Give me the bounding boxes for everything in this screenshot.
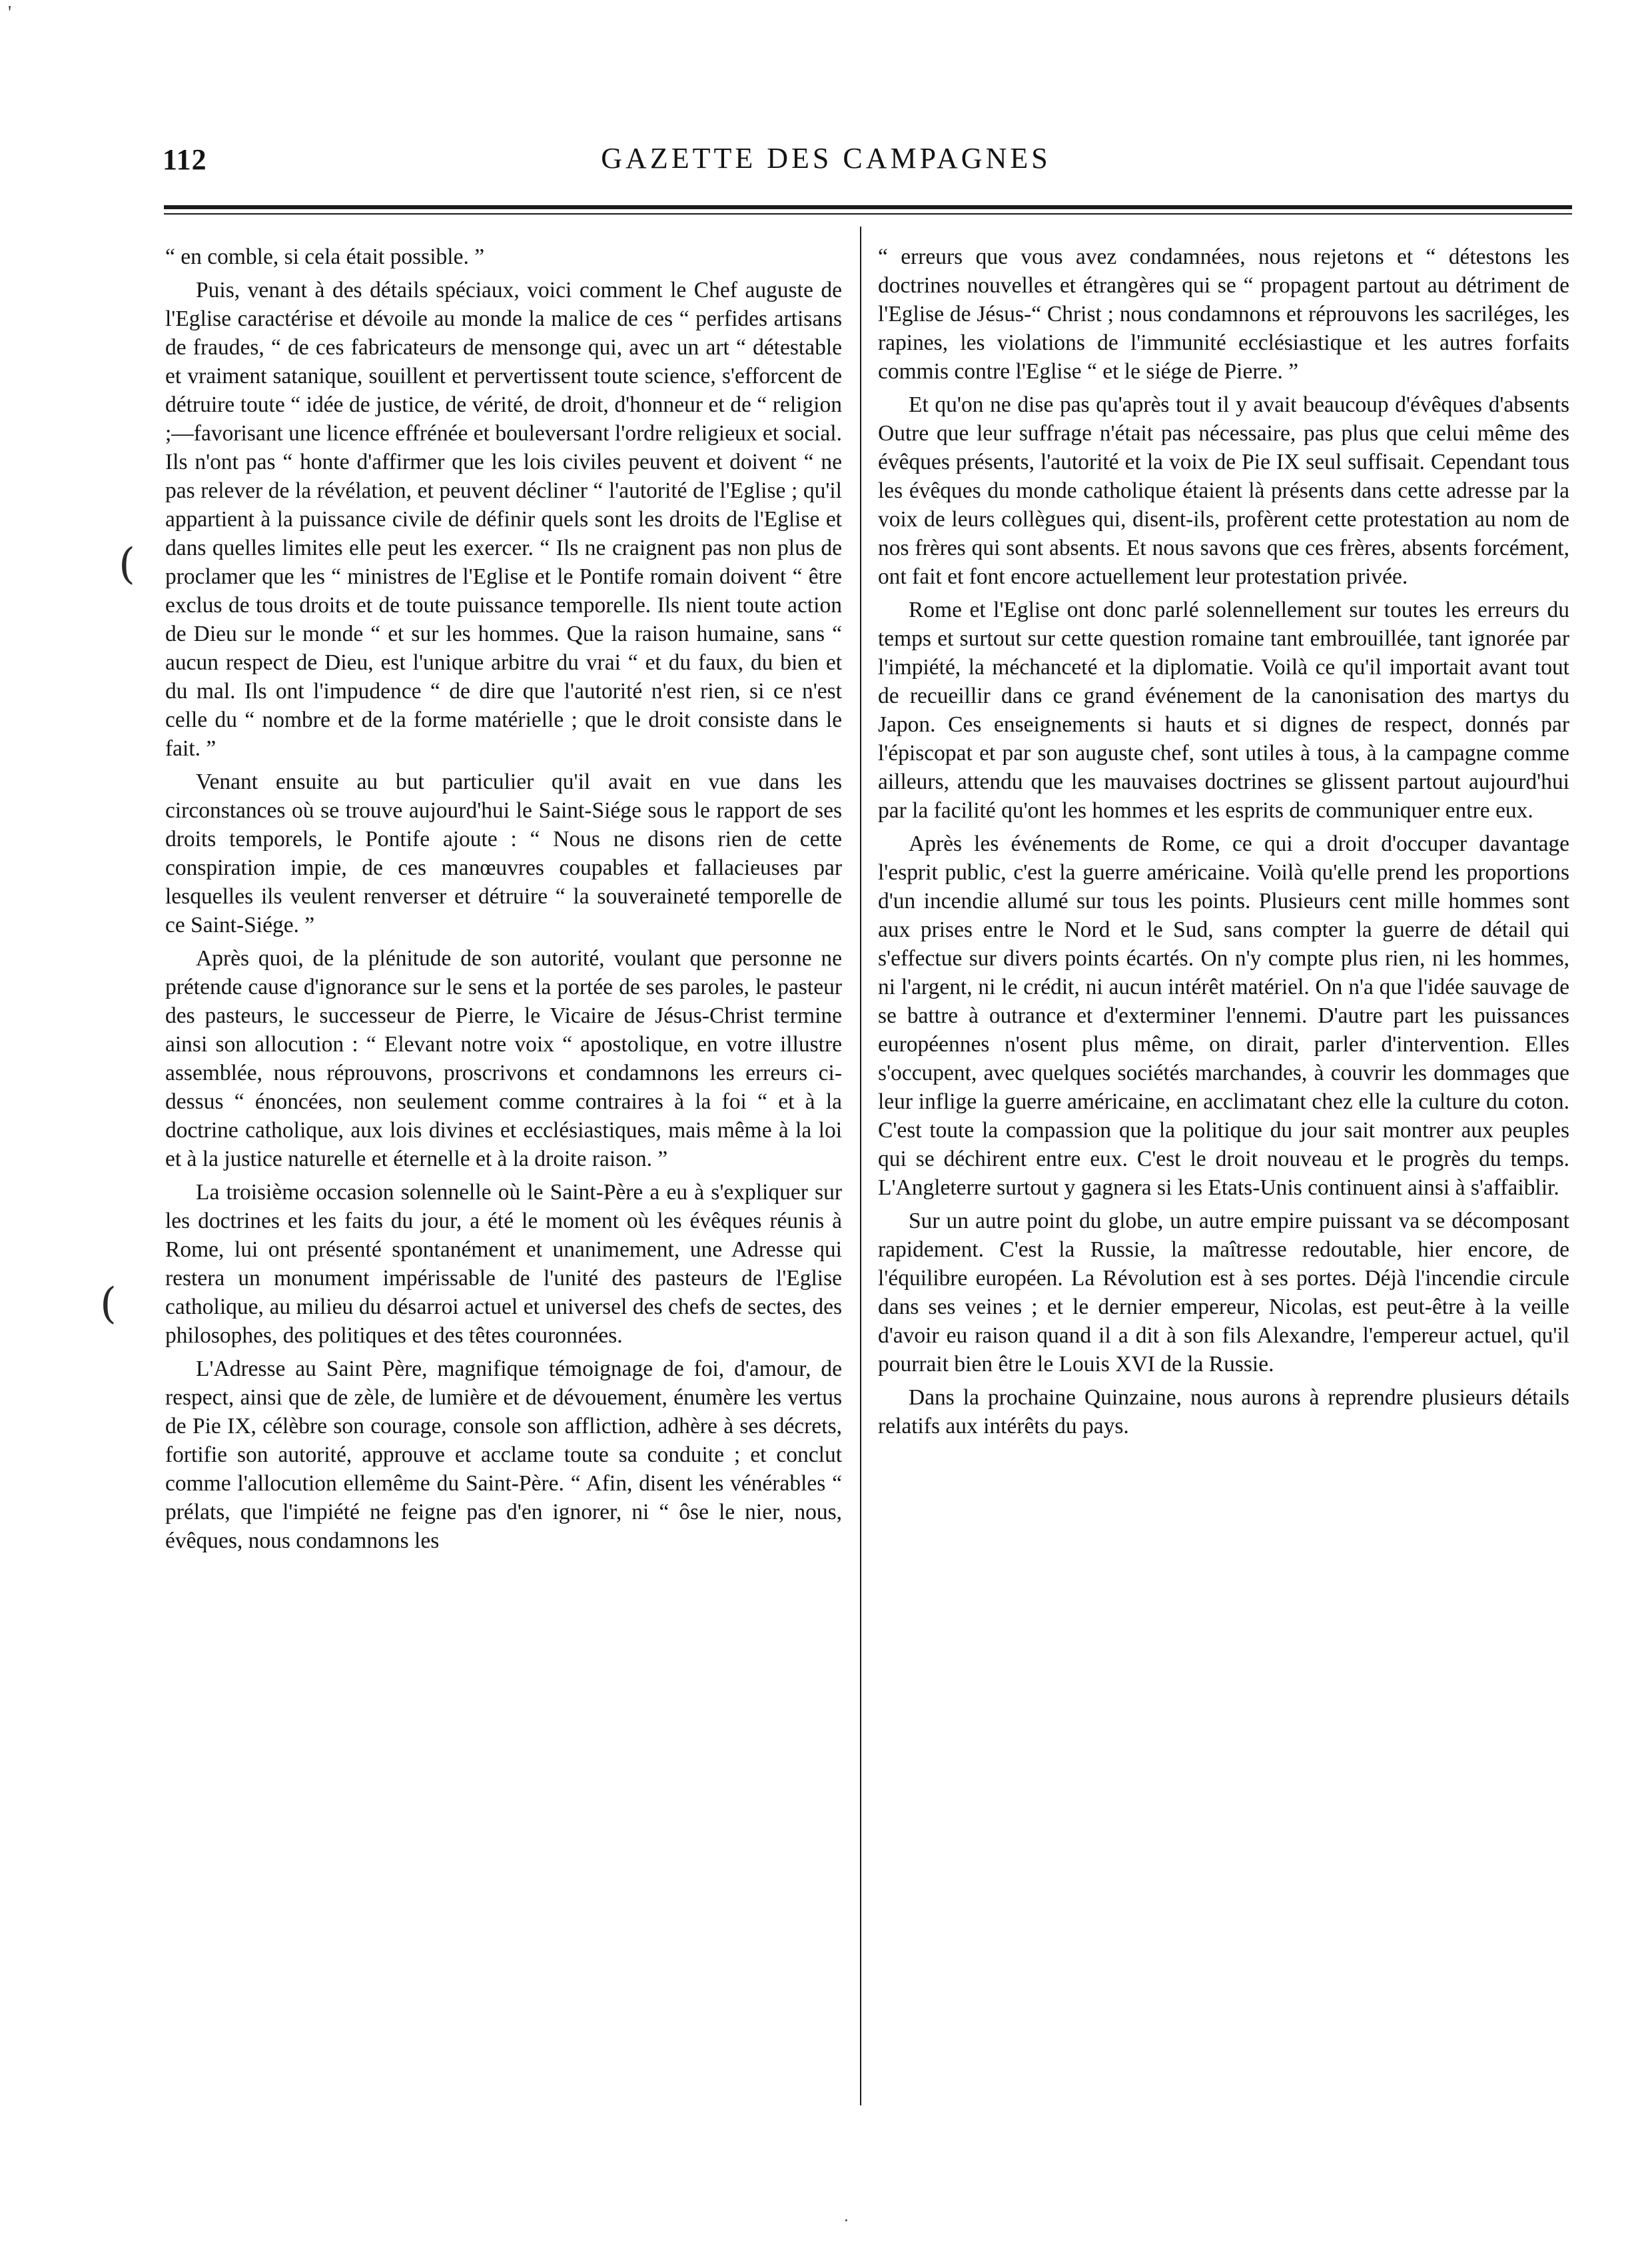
right-column — [878, 243, 1569, 1445]
header-rule — [164, 205, 1572, 215]
paragraph: La troisième occasion solennelle où le Saint-Père a eu à s'expliquer sur les doctrines et les faits du jour, a été le moment où les évêques réunis à Rome, lui ont présenté spontanément et unanimement, une Adresse qui restera un monument impérissable de l'unité des pasteurs de l'Eglise catholique, au milieu du désarroi actuel et universel des chefs de sectes, des philosophes, des politiques et des têtes couronnées. — [165, 1180, 842, 1348]
paragraph: Après les événements de Rome, ce qui a droit d'occuper davantage l'esprit public, c'est la guerre américaine. Voilà qu'elle prend les proportions d'un incendie allumé sur tous les points. Plusieurs cent mille hommes sont aux prises entre le Nord et le Sud, sans compter la guerre de détail qui s'effectue sur divers points écartés. On n'y compte plus rien, ni les hommes, ni l'argent, ni le crédit, ni aucun intérêt matériel. On n'a que l'idée sauvage de se battre à outrance et d'exterminer l'ennemi. D'autre part les puissances européennes n'osent plus même, on dirait, parler d'intervention. Elles s'occupent, avec quelques sociétés marchandes, à couvrir les dommages que leur inflige la guerre américaine, en acclimatant chez elle la culture du coton. C'est toute la compassion que la politique du jour sait montrer aux peuples qui se déchirent entre eux. C'est le droit nouveau et le progrès du temps. L'Angleterre surtout y gagnera si les Etats-Unis continuent ainsi à s'affaiblir. — [878, 832, 1569, 1200]
paragraph: Venant ensuite au but particulier qu'il avait en vue dans les circonstances où se trouve aujourd'hui le Saint-Siége sous le rapport de ses droits temporels, le Pontife ajoute : “ Nous ne disons rien de cette conspiration impie, de ces manœuvres coupables et fallacieuses par lesquelles ils veulent renverser et détruire “ la souveraineté temporelle de ce Saint-Siége. ” — [165, 770, 842, 937]
footer-mark: · — [843, 2211, 849, 2230]
paragraph: “ erreurs que vous avez condamnées, nous rejetons et “ détestons les doctrines nouvelles et étrangères qui se “ propagent partout au détriment de l'Eglise de Jésus-“ Christ ; nous condamnons et réprouvons les sacriléges, les rapines, les violations de l'immunité ecclésiastique et les autres forfaits commis contre l'Eglise “ et le siége de Pierre. ” — [878, 245, 1569, 384]
page-number: 112 — [163, 143, 207, 176]
running-title: GAZETTE DES CAMPAGNES — [601, 142, 1051, 175]
corner-mark: ' — [8, 3, 12, 23]
column-divider — [860, 227, 861, 2105]
left-column — [165, 243, 842, 1560]
paragraph: L'Adresse au Saint Père, magnifique témoignage de foi, d'amour, de respect, ainsi que de zèle, de lumière et de dévouement, énumère les vertus de Pie IX, célèbre son courage, console son affliction, adhère à ses décrets, fortifie son autorité, approuve et acclame toute sa conduite ; et conclut comme l'allocution ellemême du Saint-Père. “ Afin, disent les vénérables “ prélats, que l'impiété ne feigne pas d'en ignorer, ni “ ôse le nier, nous, évêques, nous condamnons les — [165, 1357, 842, 1553]
margin-bracket-mark: ( — [119, 540, 135, 589]
paragraph: Puis, venant à des détails spéciaux, voici comment le Chef auguste de l'Eglise caractérise et dévoile au monde la malice de ces “ perfides artisans de fraudes, “ de ces fabricateurs de mensonge qui, avec un art “ détestable et vraiment satanique, souillent et pervertissent toute science, s'efforcent de détruire toute “ idée de justice, de vérité, de droit, d'honneur et de “ religion ;—favorisant une licence effrénée et bouleversant l'ordre religieux et social. Ils n'ont pas “ honte d'affirmer que les lois civiles peuvent et doivent “ ne pas relever de la révélation, et peuvent décliner “ l'autorité de l'Eglise ; qu'il appartient à la puissance civile de définir quels sont les droits de l'Eglise et dans quelles limites elle peut les exercer. “ Ils ne craignent pas non plus de proclamer que les “ ministres de l'Eglise et le Pontife romain doivent “ être exclus de tous droits et de toute puissance temporelle. Ils nient toute action de Dieu sur le monde “ et sur les hommes. Que la raison humaine, sans “ aucun respect de Dieu, est l'unique arbitre du vrai “ et du faux, du bien et du mal. Ils ont l'impudence “ de dire que l'autorité n'est rien, si ce n'est celle du “ nombre et de la forme matérielle ; que le droit consiste dans le fait. ” — [165, 278, 842, 761]
paragraph: Sur un autre point du globe, un autre empire puissant va se décomposant rapidement. C'est la Russie, la maîtresse redoutable, hier encore, de l'équilibre européen. La Révolution est à ses portes. Déjà l'incendie circule dans ses veines ; et le dernier empereur, Nicolas, est peut-être à la veille d'avoir eu raison quand il a dit à son fils Alexandre, l'empereur actuel, qu'il pourrait bien être le Louis XVI de la Russie. — [878, 1209, 1569, 1377]
paragraph: Dans la prochaine Quinzaine, nous aurons à reprendre plusieurs détails relatifs aux intérêts du pays. — [878, 1385, 1569, 1438]
paragraph: Et qu'on ne dise pas qu'après tout il y avait beaucoup d'évêques d'absents Outre que leur suffrage n'était pas nécessaire, pas plus que celui même des évêques présents, l'autorité et la voix de Pie IX seul suffisait. Cependant tous les évêques du monde catholique étaient là présents dans cette adresse par la voix de leurs collègues qui, disent-ils, profèrent cette protestation au nom de nos frères qui sont absents. Et nous savons que ces frères, absents forcément, ont fait et font encore actuellement leur protestation privée. — [878, 392, 1569, 589]
paragraph: Rome et l'Eglise ont donc parlé solennellement sur toutes les erreurs du temps et surtout sur cette question romaine tant embrouillée, tant ignorée par l'impiété, la méchanceté et la diplomatie. Voilà ce qu'il importait avant tout de recueillir dans ce grand événement de la canonisation des martys du Japon. Ces enseignements si hauts et si dignes de respect, donnés par l'épiscopat et par son auguste chef, sont utiles à tous, à la campagne comme ailleurs, attendu que les mauvaises doctrines se glissent partout aujourd'hui par la facilité qu'ont les hommes et les esprits de communiquer entre eux. — [878, 598, 1569, 823]
paragraph: Après quoi, de la plénitude de son autorité, voulant que personne ne prétende cause d'ignorance sur le sens et la portée de ses paroles, le pasteur des pasteurs, le successeur de Pierre, le Vicaire de Jésus-Christ termine ainsi son allocution : “ Elevant notre voix “ apostolique, en votre illustre assemblée, nous réprouvons, proscrivons et condamnons les erreurs ci-dessus “ énoncées, non seulement comme contraires à la foi “ et à la doctrine catholique, aux lois divines et ecclésiastiques, mais même à la loi et à la justice naturelle et éternelle et à la droite raison. ” — [165, 946, 842, 1171]
paragraph: “ en comble, si cela était possible. ” — [165, 245, 485, 269]
margin-bracket-mark: ( — [100, 1279, 117, 1329]
